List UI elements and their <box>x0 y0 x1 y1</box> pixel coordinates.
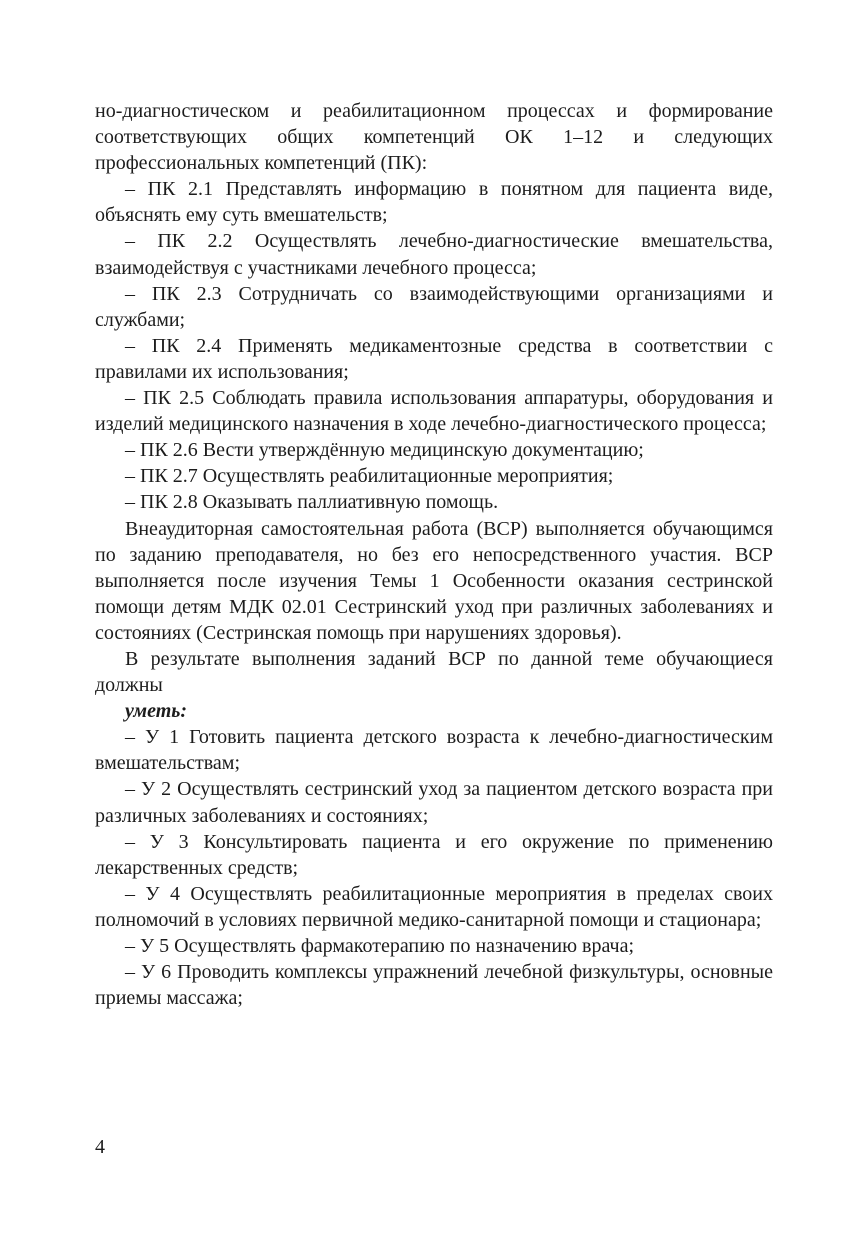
skill-u-5: – У 5 Осуществлять фармакотерапию по назначению врача; <box>125 935 635 957</box>
skill-u-2: – У 2 Осуществлять сестринский уход за пациентом детского возраста при различных заболеваниях и состояниях; <box>95 778 773 827</box>
paragraph-intro: но-диагностическом и реабилитационном процессах и формирование соответствующих общих компетенций ОК 1–12 и следующих профессиональных компетенций (ПК): <box>95 100 773 175</box>
competency-pk-2-2: – ПК 2.2 Осуществлять лечебно-диагностические вмешательства, взаимодействуя с участниками лечебного процесса; <box>95 230 773 279</box>
skill-u-1: – У 1 Готовить пациента детского возраста к лечебно-диагностическим вмешательствам; <box>95 726 773 775</box>
skill-u-3: – У 3 Консультировать пациента и его окружение по применению лекарственных средств; <box>95 830 773 879</box>
competency-pk-2-5: – ПК 2.5 Соблюдать правила использования аппаратуры, оборудования и изделий медицинского назначения в ходе лечебно-диагностического процесса; <box>95 387 773 436</box>
competency-pk-2-4: – ПК 2.4 Применять медикаментозные средства в соответствии с правилами их использования; <box>95 334 773 383</box>
paragraph-result: В результате выполнения заданий ВСР по данной теме обучающиеся должны <box>95 647 773 697</box>
paragraph-vsr-info: Внеаудиторная самостоятельная работа (ВСР) выполняется обучающимся по заданию преподавателя, но без его непосредственного участия. ВСР выполняется после изучения Темы 1 Особенности оказания сестринской помощи детям МДК 02.01 Сестринский уход при различных заболеваниях и состояниях (Сестринская помощь при нарушениях здоровья). <box>95 517 773 644</box>
skill-u-6: – У 6 Проводить комплексы упражнений лечебной физкультуры, основные приемы массажа; <box>95 961 773 1010</box>
competency-pk-2-3: – ПК 2.3 Сотрудничать со взаимодействующими организациями и службами; <box>95 282 773 331</box>
competency-pk-2-7: – ПК 2.7 Осуществлять реабилитационные мероприятия; <box>125 465 614 488</box>
page-body <box>95 98 773 1011</box>
page-number: 4 <box>95 1136 105 1158</box>
competency-pk-2-1: – ПК 2.1 Представлять информацию в понятном для пациента виде, объяснять ему суть вмешательств; <box>95 178 773 227</box>
competency-pk-2-6: – ПК 2.6 Вести утверждённую медицинскую документацию; <box>125 439 644 462</box>
skill-u-4: – У 4 Осуществлять реабилитационные мероприятия в пределах своих полномочий в условиях первичной медико-санитарной помощи и стационара; <box>95 882 773 931</box>
heading-umet: уметь: <box>125 700 188 723</box>
competency-pk-2-8: – ПК 2.8 Оказывать паллиативную помощь. <box>125 491 499 514</box>
